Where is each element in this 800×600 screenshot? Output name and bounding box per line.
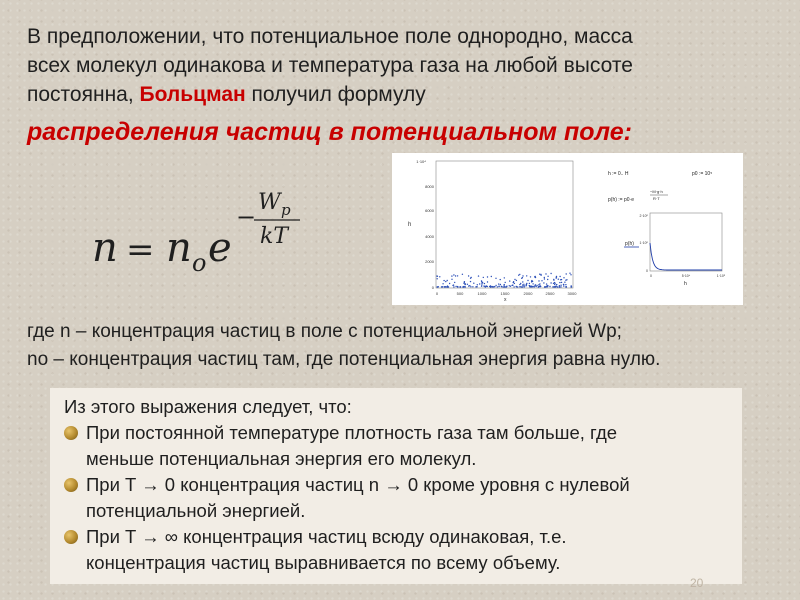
- scatter-point: [556, 284, 557, 285]
- scatter-point: [477, 284, 478, 285]
- scientist-name: Больцман: [139, 83, 246, 106]
- scatter-point: [504, 277, 505, 278]
- scatter-point: [455, 275, 456, 276]
- bullet-icon: [64, 530, 78, 544]
- scatter-point: [523, 285, 524, 286]
- scatter-point: [547, 276, 548, 277]
- scatter-point: [457, 275, 458, 276]
- list-item: [64, 524, 734, 576]
- list-item-line-1: При T → 0 концентрация частиц n → 0 кроме уровня с нулевой: [86, 474, 630, 495]
- scatter-point: [526, 283, 527, 284]
- scatter-point: [457, 286, 458, 287]
- pressure-formula-exp-denominator: R·T: [653, 196, 660, 201]
- formula-exp-numerator-subscript: p: [281, 201, 291, 219]
- intro-line-3-prefix: постоянна,: [27, 83, 140, 106]
- scatter-point: [509, 280, 510, 281]
- scatter-point: [500, 284, 501, 285]
- scatter-point: [530, 276, 531, 277]
- pressure-plot: [608, 171, 726, 287]
- scatter-point: [527, 280, 528, 281]
- definitions: [27, 318, 797, 374]
- scatter-point: [554, 284, 555, 285]
- scatter-point: [503, 285, 504, 286]
- scatter-point: [453, 286, 454, 287]
- scatter-point: [449, 283, 450, 284]
- scatter-point: [521, 278, 522, 279]
- pressure-y-tick: 0: [646, 269, 648, 273]
- intro-line-1: В предположении, что потенциальное поле однородно, масса: [27, 25, 633, 48]
- scatter-point: [464, 284, 465, 285]
- scatter-point: [468, 275, 469, 276]
- scatter-point: [545, 273, 546, 274]
- scatter-point: [465, 286, 466, 287]
- scatter-point: [554, 283, 555, 284]
- list-item: [64, 420, 734, 472]
- scatter-point: [447, 286, 448, 287]
- scatter-point: [487, 276, 488, 277]
- scatter-point: [563, 284, 564, 285]
- scatter-point: [453, 274, 454, 275]
- scatter-point: [476, 286, 477, 287]
- scatter-x-tick: 1000: [477, 291, 487, 296]
- scatter-point: [495, 278, 496, 279]
- scatter-point: [514, 279, 515, 280]
- scatter-y-tick: 6000: [425, 208, 434, 213]
- intro-line-2: всех молекул одинакова и температура газа на любой высоте: [27, 54, 633, 77]
- scatter-point: [481, 284, 482, 285]
- pressure-plot-frame: [650, 213, 722, 271]
- scatter-point: [483, 277, 484, 278]
- formula-exp-denominator: kT: [260, 224, 289, 249]
- pressure-x-label: h: [684, 281, 687, 287]
- scatter-point: [561, 282, 562, 283]
- scatter-point: [513, 286, 514, 287]
- scatter-point: [500, 279, 501, 280]
- scatter-point: [540, 274, 541, 275]
- scatter-point: [541, 280, 542, 281]
- scatter-point: [547, 285, 548, 286]
- scatter-point: [439, 276, 440, 277]
- scatter-point: [539, 274, 540, 275]
- scatter-point: [523, 284, 524, 285]
- scatter-point: [463, 286, 464, 287]
- pressure-def-h: h := 0.. H: [608, 171, 629, 177]
- scatter-x-tick: 0: [435, 291, 439, 296]
- scatter-point: [550, 273, 551, 274]
- pressure-y-label: p(h): [625, 241, 634, 247]
- scatter-point: [522, 284, 523, 285]
- scatter-point: [559, 276, 560, 277]
- scatter-point: [526, 275, 527, 276]
- scatter-point: [521, 286, 522, 287]
- scatter-point: [443, 280, 444, 281]
- scatter-point: [484, 286, 485, 287]
- list-item-line-2: концентрация частиц выравнивается по всему объему.: [86, 552, 561, 573]
- scatter-point: [559, 282, 560, 283]
- scatter-point: [437, 278, 438, 279]
- scatter-point: [531, 286, 532, 287]
- definition-n0: no – концентрация частиц там, где потенциальная энергия равна нулю.: [27, 349, 661, 370]
- scatter-point: [549, 286, 550, 287]
- slide-number: 20: [690, 576, 704, 590]
- scatter-point: [442, 286, 443, 287]
- formula-n0-subscript: o: [192, 249, 207, 277]
- scatter-point: [547, 279, 548, 280]
- scatter-point: [442, 283, 443, 284]
- scatter-point: [550, 282, 551, 283]
- scatter-point: [531, 280, 532, 281]
- scatter-point: [478, 275, 479, 276]
- scatter-point: [486, 285, 487, 286]
- scatter-point: [544, 286, 545, 287]
- scatter-point: [497, 286, 498, 287]
- formula-exp-sign: −: [236, 203, 257, 231]
- scatter-y-tick: 8000: [425, 184, 434, 189]
- scatter-point: [538, 286, 539, 287]
- scatter-y-tick: 1·10⁴: [416, 159, 426, 164]
- scatter-point: [539, 283, 540, 284]
- scatter-point: [513, 281, 514, 282]
- scatter-point: [560, 279, 561, 280]
- scatter-point: [470, 281, 471, 282]
- scatter-point: [490, 286, 491, 287]
- scatter-point: [519, 274, 520, 275]
- scatter-point: [566, 273, 567, 274]
- scatter-point: [525, 285, 526, 286]
- scatter-point: [530, 286, 531, 287]
- scatter-point: [470, 286, 471, 287]
- scatter-point: [437, 286, 438, 287]
- scatter-point: [535, 284, 536, 285]
- formula-n: n: [92, 225, 118, 271]
- scatter-point: [463, 283, 464, 284]
- formula-equals: =: [126, 230, 155, 270]
- scatter-point: [472, 286, 473, 287]
- scatter-point: [560, 286, 561, 287]
- formula-exp-numerator: W: [258, 190, 281, 215]
- consequences-intro: Из этого выражения следует, что:: [64, 396, 352, 417]
- scatter-y-tick: 0: [431, 285, 434, 290]
- scatter-point: [543, 282, 544, 283]
- scatter-point: [509, 285, 510, 286]
- scatter-point: [462, 274, 463, 275]
- formula-n0: n: [166, 225, 192, 271]
- pressure-y-tick: 1·10⁵: [639, 241, 648, 245]
- scatter-point: [517, 286, 518, 287]
- scatter-point: [522, 275, 523, 276]
- scatter-point: [511, 285, 512, 286]
- scatter-point: [556, 277, 557, 278]
- scatter-point: [516, 280, 517, 281]
- scatter-point: [565, 280, 566, 281]
- scatter-y-axis-label: h: [408, 222, 412, 228]
- plots-svg: [392, 153, 743, 305]
- scatter-point: [532, 286, 533, 287]
- scatter-point: [540, 286, 541, 287]
- pressure-x-tick: 0: [650, 274, 652, 278]
- intro-line-3-suffix: получил формулу: [245, 83, 426, 106]
- list-item-line-1: При постоянной температуре плотность газа там больше, где: [86, 422, 618, 443]
- scatter-point: [570, 274, 571, 275]
- scatter-point: [473, 283, 474, 284]
- scatter-point: [544, 277, 545, 278]
- scatter-point: [536, 285, 537, 286]
- scatter-point: [505, 286, 506, 287]
- scatter-point: [495, 285, 496, 286]
- scatter-point: [492, 286, 493, 287]
- scatter-point: [441, 286, 442, 287]
- scatter-point: [479, 283, 480, 284]
- definition-n: где n – концентрация частиц в поле с потенциальной энергией Wp;: [27, 321, 622, 342]
- scatter-point: [516, 286, 517, 287]
- scatter-point: [519, 284, 520, 285]
- list-item: [64, 472, 734, 524]
- scatter-plot: [408, 159, 577, 303]
- scatter-point: [565, 284, 566, 285]
- list-item-line-2: потенциальной энергией.: [86, 500, 306, 521]
- scatter-point: [544, 278, 545, 279]
- list-item-line-2: меньше потенциальная энергия его молекул.: [86, 448, 477, 469]
- scatter-point: [557, 286, 558, 287]
- scatter-point: [481, 281, 482, 282]
- pressure-y-tick: 2·10⁵: [639, 214, 648, 218]
- scatter-point: [437, 276, 438, 277]
- pressure-formula-exp-numerator: −M·g·h: [650, 189, 663, 194]
- scatter-point: [559, 286, 560, 287]
- scatter-x-tick: 1500: [500, 291, 510, 296]
- scatter-point: [491, 276, 492, 277]
- scatter-point: [564, 282, 565, 283]
- scatter-point: [451, 275, 452, 276]
- scatter-point: [460, 286, 461, 287]
- scatter-point: [553, 279, 554, 280]
- scatter-point: [569, 273, 570, 274]
- scatter-point: [558, 279, 559, 280]
- list-item-line-1: При T → ∞ концентрация частиц всюду одинаковая, т.е.: [86, 526, 567, 547]
- scatter-y-tick: 4000: [425, 234, 434, 239]
- scatter-x-axis-label: x: [504, 297, 507, 303]
- scatter-point: [501, 286, 502, 287]
- pressure-x-tick: 5·10⁴: [681, 274, 691, 278]
- scatter-x-tick: 2000: [523, 291, 533, 296]
- scatter-point: [498, 283, 499, 284]
- scatter-point: [522, 281, 523, 282]
- scatter-point: [553, 286, 554, 287]
- scatter-point: [444, 286, 445, 287]
- scatter-y-tick: 2000: [425, 259, 434, 264]
- scatter-point: [484, 283, 485, 284]
- intro-paragraph: [27, 22, 787, 109]
- scatter-point: [532, 283, 533, 284]
- scatter-point: [471, 277, 472, 278]
- scatter-point: [505, 282, 506, 283]
- bullet-icon: [64, 426, 78, 440]
- boltzmann-formula: [90, 185, 390, 285]
- scatter-point: [529, 283, 530, 284]
- scatter-point: [546, 283, 547, 284]
- scatter-x-tick: 2500: [545, 291, 555, 296]
- scatter-point: [506, 286, 507, 287]
- scatter-point: [510, 286, 511, 287]
- scatter-point: [520, 286, 521, 287]
- formula-e: e: [208, 225, 232, 271]
- scatter-point: [535, 276, 536, 277]
- bullet-icon: [64, 478, 78, 492]
- scatter-point: [455, 286, 456, 287]
- scatter-point: [498, 286, 499, 287]
- scatter-point: [514, 283, 515, 284]
- scatter-point: [454, 282, 455, 283]
- scatter-point: [469, 285, 470, 286]
- scatter-point: [445, 286, 446, 287]
- scatter-point: [556, 276, 557, 277]
- scatter-point: [560, 285, 561, 286]
- scatter-point: [559, 285, 560, 286]
- pressure-formula-lhs: p(h) := p0·e: [608, 197, 634, 203]
- scatter-x-tick: 500: [456, 291, 464, 296]
- scatter-point: [536, 286, 537, 287]
- scatter-point: [504, 286, 505, 287]
- scatter-point: [538, 280, 539, 281]
- scatter-point: [487, 281, 488, 282]
- scatter-point: [481, 283, 482, 284]
- scatter-plot-frame: [436, 161, 573, 288]
- pressure-x-tick: 1·10⁵: [716, 274, 726, 278]
- plots-figure: [392, 153, 743, 305]
- section-heading: распределения частиц в потенциальном поле:: [27, 118, 632, 146]
- scatter-point: [452, 285, 453, 286]
- consequences-box: [50, 388, 742, 584]
- scatter-point: [451, 279, 452, 280]
- scatter-point: [467, 284, 468, 285]
- scatter-x-tick: 3000: [567, 291, 577, 296]
- scatter-point: [447, 280, 448, 281]
- scatter-point: [565, 286, 566, 287]
- scatter-point: [570, 286, 571, 287]
- scatter-point: [481, 286, 482, 287]
- consequences-list: [64, 420, 734, 576]
- intro-line-3: [27, 80, 787, 109]
- pressure-def-p0: p0 := 10⁵: [692, 171, 713, 177]
- scatter-point: [563, 285, 564, 286]
- scatter-point: [563, 277, 564, 278]
- scatter-point: [489, 286, 490, 287]
- scatter-point: [445, 281, 446, 282]
